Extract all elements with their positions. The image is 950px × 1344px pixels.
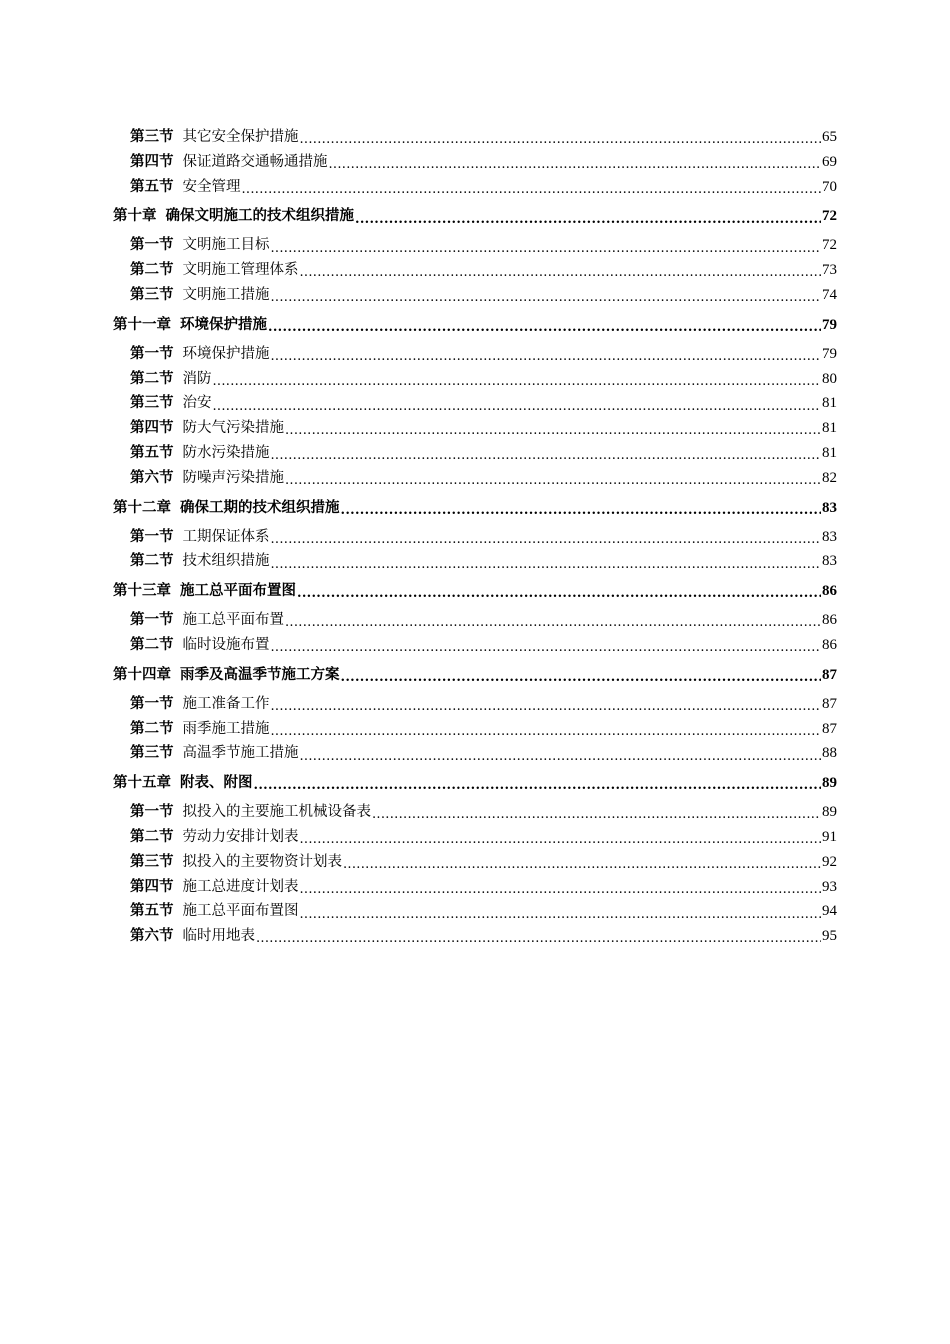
toc-entry-number: 第三节 <box>130 394 174 412</box>
toc-entry-title: 施工总平面布置图 <box>180 582 296 600</box>
toc-entry-title: 雨季施工措施 <box>182 720 270 737</box>
dot-leader <box>271 556 822 573</box>
toc-entry-title: 其它安全保护措施 <box>182 129 299 145</box>
toc-entry-title: 消防 <box>182 370 212 387</box>
toc-entry-title: 高温季节施工措施 <box>182 745 299 762</box>
dot-leader <box>300 131 822 148</box>
toc-entry-title: 文明施工目标 <box>182 237 270 254</box>
dot-leader <box>285 614 821 631</box>
toc-entry-page-number: 81 <box>822 420 837 437</box>
toc-entry-title: 文明施工管理体系 <box>182 262 299 279</box>
toc-entry-title: 拟投入的主要物资计划表 <box>182 853 342 870</box>
toc-chapter-entry[interactable] <box>113 204 837 228</box>
dot-leader <box>300 748 822 765</box>
toc-entry-page-number: 88 <box>822 745 837 762</box>
toc-entry-number: 第一节 <box>130 611 174 629</box>
toc-section-entry[interactable] <box>113 850 837 875</box>
toc-entry-title: 环境保护措施 <box>182 345 270 362</box>
toc-entry-page-number: 93 <box>822 878 837 895</box>
toc-section-entry[interactable] <box>113 391 837 416</box>
toc-entry-page-number: 83 <box>822 528 837 545</box>
toc-entry-number: 第一节 <box>130 236 174 254</box>
toc-entry-title: 施工总进度计划表 <box>182 878 299 895</box>
toc-chapter-entry[interactable] <box>113 579 837 603</box>
dot-leader <box>242 181 822 198</box>
dot-leader <box>256 930 821 947</box>
toc-chapter-entry[interactable] <box>113 771 837 795</box>
toc-chapter-entry[interactable] <box>113 496 837 520</box>
toc-entry-page-number: 79 <box>822 345 837 362</box>
toc-entry-page-number: 83 <box>822 553 837 570</box>
toc-entry-number: 第六节 <box>130 927 174 945</box>
toc-entry-page-number: 82 <box>822 469 837 486</box>
dot-leader <box>271 698 822 715</box>
dot-leader <box>268 318 821 335</box>
toc-section-entry[interactable] <box>113 692 837 717</box>
toc-entry-page-number: 65 <box>822 129 837 145</box>
dot-leader <box>372 806 821 823</box>
toc-entry-page-number: 69 <box>822 153 837 170</box>
toc-entry-number: 第一节 <box>130 694 174 712</box>
dot-leader <box>355 210 821 227</box>
toc-entry-title: 防噪声污染措施 <box>182 469 284 486</box>
toc-entry-page-number: 83 <box>822 499 837 516</box>
toc-entry-page-number: 95 <box>822 928 837 945</box>
dot-leader <box>271 639 822 656</box>
toc-section-entry[interactable] <box>113 800 837 825</box>
toc-entry-number: 第五节 <box>130 902 174 920</box>
toc-entry-number: 第三节 <box>130 852 174 870</box>
toc-section-entry[interactable] <box>113 367 837 392</box>
toc-entry-page-number: 81 <box>822 395 837 412</box>
toc-entry-page-number: 87 <box>822 666 837 683</box>
toc-entry-title: 防大气污染措施 <box>182 420 284 437</box>
dot-leader <box>285 422 821 439</box>
toc-entry-number: 第四节 <box>130 877 174 895</box>
toc-entry-page-number: 74 <box>822 286 837 303</box>
toc-section-entry[interactable] <box>113 608 837 633</box>
toc-entry-number: 第五节 <box>130 177 174 195</box>
dot-leader <box>271 348 822 365</box>
toc-entry-number: 第四节 <box>130 152 174 170</box>
toc-entry-number: 第一节 <box>130 527 174 545</box>
toc-section-entry[interactable] <box>113 875 837 900</box>
dot-leader <box>341 668 822 685</box>
toc-entry-title: 文明施工措施 <box>182 286 270 303</box>
toc-chapter-entry[interactable] <box>113 663 837 687</box>
toc-section-entry[interactable] <box>113 741 837 766</box>
toc-section-entry[interactable] <box>113 125 837 150</box>
dot-leader <box>271 289 822 306</box>
dot-leader <box>254 776 822 793</box>
toc-entry-title: 确保工期的技术组织措施 <box>180 498 340 516</box>
toc-entry-page-number: 87 <box>822 695 837 712</box>
toc-entry-page-number: 86 <box>822 583 837 600</box>
toc-entry-number: 第十三章 <box>113 582 171 600</box>
toc-section-entry[interactable] <box>113 549 837 574</box>
toc-section-entry[interactable] <box>113 441 837 466</box>
dot-leader <box>271 723 822 740</box>
toc-section-entry[interactable] <box>113 342 837 367</box>
toc-entry-title: 施工总平面布置图 <box>182 903 299 920</box>
toc-entry-title: 临时设施布置 <box>182 636 270 653</box>
toc-entry-page-number: 94 <box>822 903 837 920</box>
toc-entry-number: 第六节 <box>130 468 174 486</box>
toc-entry-page-number: 73 <box>822 262 837 279</box>
toc-entry-number: 第十四章 <box>113 665 171 683</box>
toc-entry-title: 防水污染措施 <box>182 444 270 461</box>
toc-entry-page-number: 70 <box>822 178 837 195</box>
toc-entry-page-number: 86 <box>822 636 837 653</box>
toc-entry-number: 第一节 <box>130 344 174 362</box>
toc-section-entry[interactable] <box>113 466 837 491</box>
toc-entry-number: 第二节 <box>130 261 174 279</box>
toc-entry-number: 第二节 <box>130 635 174 653</box>
toc-entry-number: 第一节 <box>130 803 174 821</box>
dot-leader <box>271 531 822 548</box>
dot-leader <box>297 584 821 601</box>
toc-entry-number: 第二节 <box>130 719 174 737</box>
toc-entry-number: 第二节 <box>130 369 174 387</box>
toc-entry-title: 技术组织措施 <box>182 553 270 570</box>
toc-entry-title: 治安 <box>182 395 212 412</box>
toc-entry-page-number: 81 <box>822 444 837 461</box>
dot-leader <box>300 264 822 281</box>
toc-entry-title: 劳动力安排计划表 <box>182 828 299 845</box>
toc-section-entry[interactable] <box>113 924 837 949</box>
toc-entry-number: 第三节 <box>130 744 174 762</box>
dot-leader <box>213 373 822 390</box>
toc-entry-number: 第四节 <box>130 419 174 437</box>
dot-leader <box>329 156 822 173</box>
toc-section-entry[interactable] <box>113 150 837 175</box>
toc-section-entry[interactable] <box>113 717 837 742</box>
toc-section-entry[interactable] <box>113 416 837 441</box>
toc-section-entry[interactable] <box>113 899 837 924</box>
dot-leader <box>300 881 822 898</box>
toc-entry-page-number: 86 <box>822 612 837 629</box>
toc-entry-number: 第三节 <box>130 285 174 303</box>
table-of-contents <box>113 125 837 949</box>
toc-section-entry[interactable] <box>113 525 837 550</box>
toc-entry-title: 施工总平面布置 <box>182 612 284 629</box>
toc-entry-number: 第三节 <box>130 128 174 145</box>
toc-entry-title: 确保文明施工的技术组织措施 <box>165 207 354 225</box>
dot-leader <box>285 472 821 489</box>
toc-section-entry[interactable] <box>113 283 837 308</box>
toc-entry-title: 保证道路交通畅通措施 <box>182 153 328 170</box>
dot-leader <box>300 831 822 848</box>
toc-section-entry[interactable] <box>113 258 837 283</box>
toc-entry-page-number: 91 <box>822 828 837 845</box>
toc-entry-page-number: 87 <box>822 720 837 737</box>
toc-section-entry[interactable] <box>113 825 837 850</box>
toc-entry-title: 环境保护措施 <box>180 315 267 333</box>
toc-entry-page-number: 89 <box>822 804 837 821</box>
dot-leader <box>271 240 822 257</box>
dot-leader <box>213 398 822 415</box>
toc-section-entry[interactable] <box>113 633 837 658</box>
dot-leader <box>271 447 822 464</box>
toc-entry-title: 拟投入的主要施工机械设备表 <box>182 804 371 821</box>
toc-entry-page-number: 80 <box>822 370 837 387</box>
toc-entry-number: 第十五章 <box>113 774 171 792</box>
toc-entry-page-number: 79 <box>822 316 837 333</box>
toc-chapter-entry[interactable] <box>113 313 837 337</box>
toc-entry-title: 安全管理 <box>182 178 241 195</box>
toc-entry-page-number: 89 <box>822 775 837 792</box>
toc-entry-number: 第二节 <box>130 552 174 570</box>
dot-leader <box>300 906 822 923</box>
toc-entry-title: 雨季及高温季节施工方案 <box>180 665 340 683</box>
toc-entry-page-number: 72 <box>822 208 837 225</box>
toc-entry-number: 第二节 <box>130 827 174 845</box>
toc-entry-page-number: 72 <box>822 237 837 254</box>
toc-entry-number: 第十章 <box>113 207 157 225</box>
toc-entry-title: 工期保证体系 <box>182 528 270 545</box>
dot-leader <box>343 856 821 873</box>
toc-entry-title: 临时用地表 <box>182 928 255 945</box>
toc-entry-title: 附表、附图 <box>180 774 253 792</box>
toc-entry-title: 施工准备工作 <box>182 695 270 712</box>
toc-entry-page-number: 92 <box>822 853 837 870</box>
toc-entry-number: 第十二章 <box>113 498 171 516</box>
dot-leader <box>341 501 822 518</box>
toc-section-entry[interactable] <box>113 175 837 200</box>
toc-section-entry[interactable] <box>113 233 837 258</box>
toc-entry-number: 第十一章 <box>113 315 171 333</box>
toc-entry-number: 第五节 <box>130 443 174 461</box>
